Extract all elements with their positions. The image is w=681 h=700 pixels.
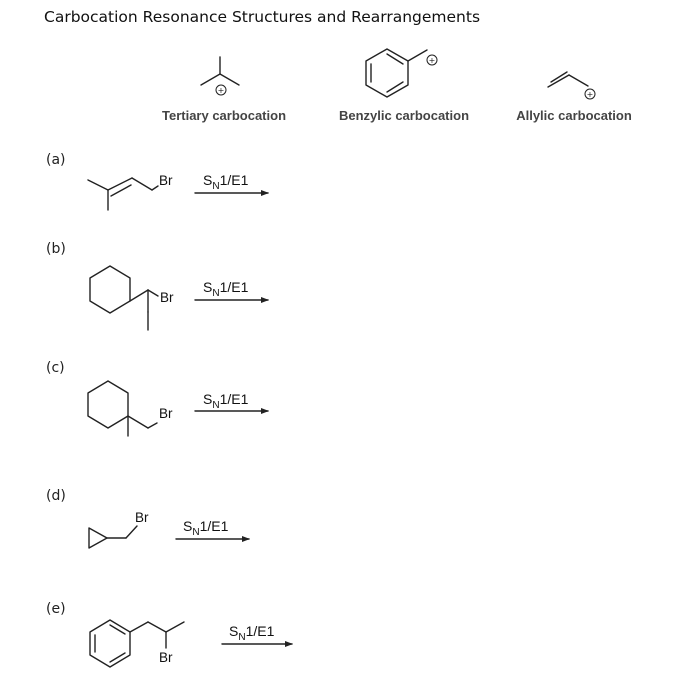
header-allylic: Allylic carbocation <box>516 108 632 123</box>
header-tertiary: Tertiary carbocation <box>161 108 287 123</box>
leaving-group-d: Br <box>135 510 149 525</box>
leaving-group-c: Br <box>159 406 173 421</box>
molecule-d <box>89 526 137 548</box>
tertiary-carbocation-structure <box>201 57 239 95</box>
reaction-arrow-c <box>195 391 268 411</box>
molecule-b <box>90 266 158 330</box>
reaction-arrow-e <box>222 623 292 644</box>
leaving-group-a: Br <box>159 173 173 188</box>
molecule-c <box>88 381 157 436</box>
header-benzylic: Benzylic carbocation <box>338 108 470 123</box>
svg-text:+: + <box>428 56 436 65</box>
leaving-group-b: Br <box>160 290 174 305</box>
svg-text:+: + <box>586 90 594 99</box>
svg-text:SN1/E1: $S_N1/E1$ <box>203 391 249 411</box>
svg-text:SN1/E1: $S_N1/E1$ <box>203 279 249 299</box>
problem-label-b: (b) <box>46 241 66 257</box>
reaction-arrow-a <box>195 172 268 193</box>
reaction-arrow-d <box>176 518 249 539</box>
molecule-a <box>88 178 158 210</box>
page-title: Carbocation Resonance Structures and Rearrangements <box>44 8 481 26</box>
svg-text:SN1/E1: $S_N1/E1$ <box>183 518 229 538</box>
benzylic-carbocation-structure <box>366 49 437 97</box>
problem-label-a: (a) <box>46 152 66 168</box>
svg-text:+: + <box>217 86 225 95</box>
svg-text:SN1/E1: $S_N1/E1$ <box>203 172 249 192</box>
leaving-group-e: Br <box>159 650 173 665</box>
allylic-carbocation-structure <box>548 72 595 99</box>
reaction-arrow-b <box>195 279 268 300</box>
problem-label-c: (c) <box>46 360 65 376</box>
problem-label-d: (d) <box>46 488 66 504</box>
problem-label-e: (e) <box>46 601 66 617</box>
svg-text:SN1/E1: $S_N1/E1$ <box>229 623 275 643</box>
